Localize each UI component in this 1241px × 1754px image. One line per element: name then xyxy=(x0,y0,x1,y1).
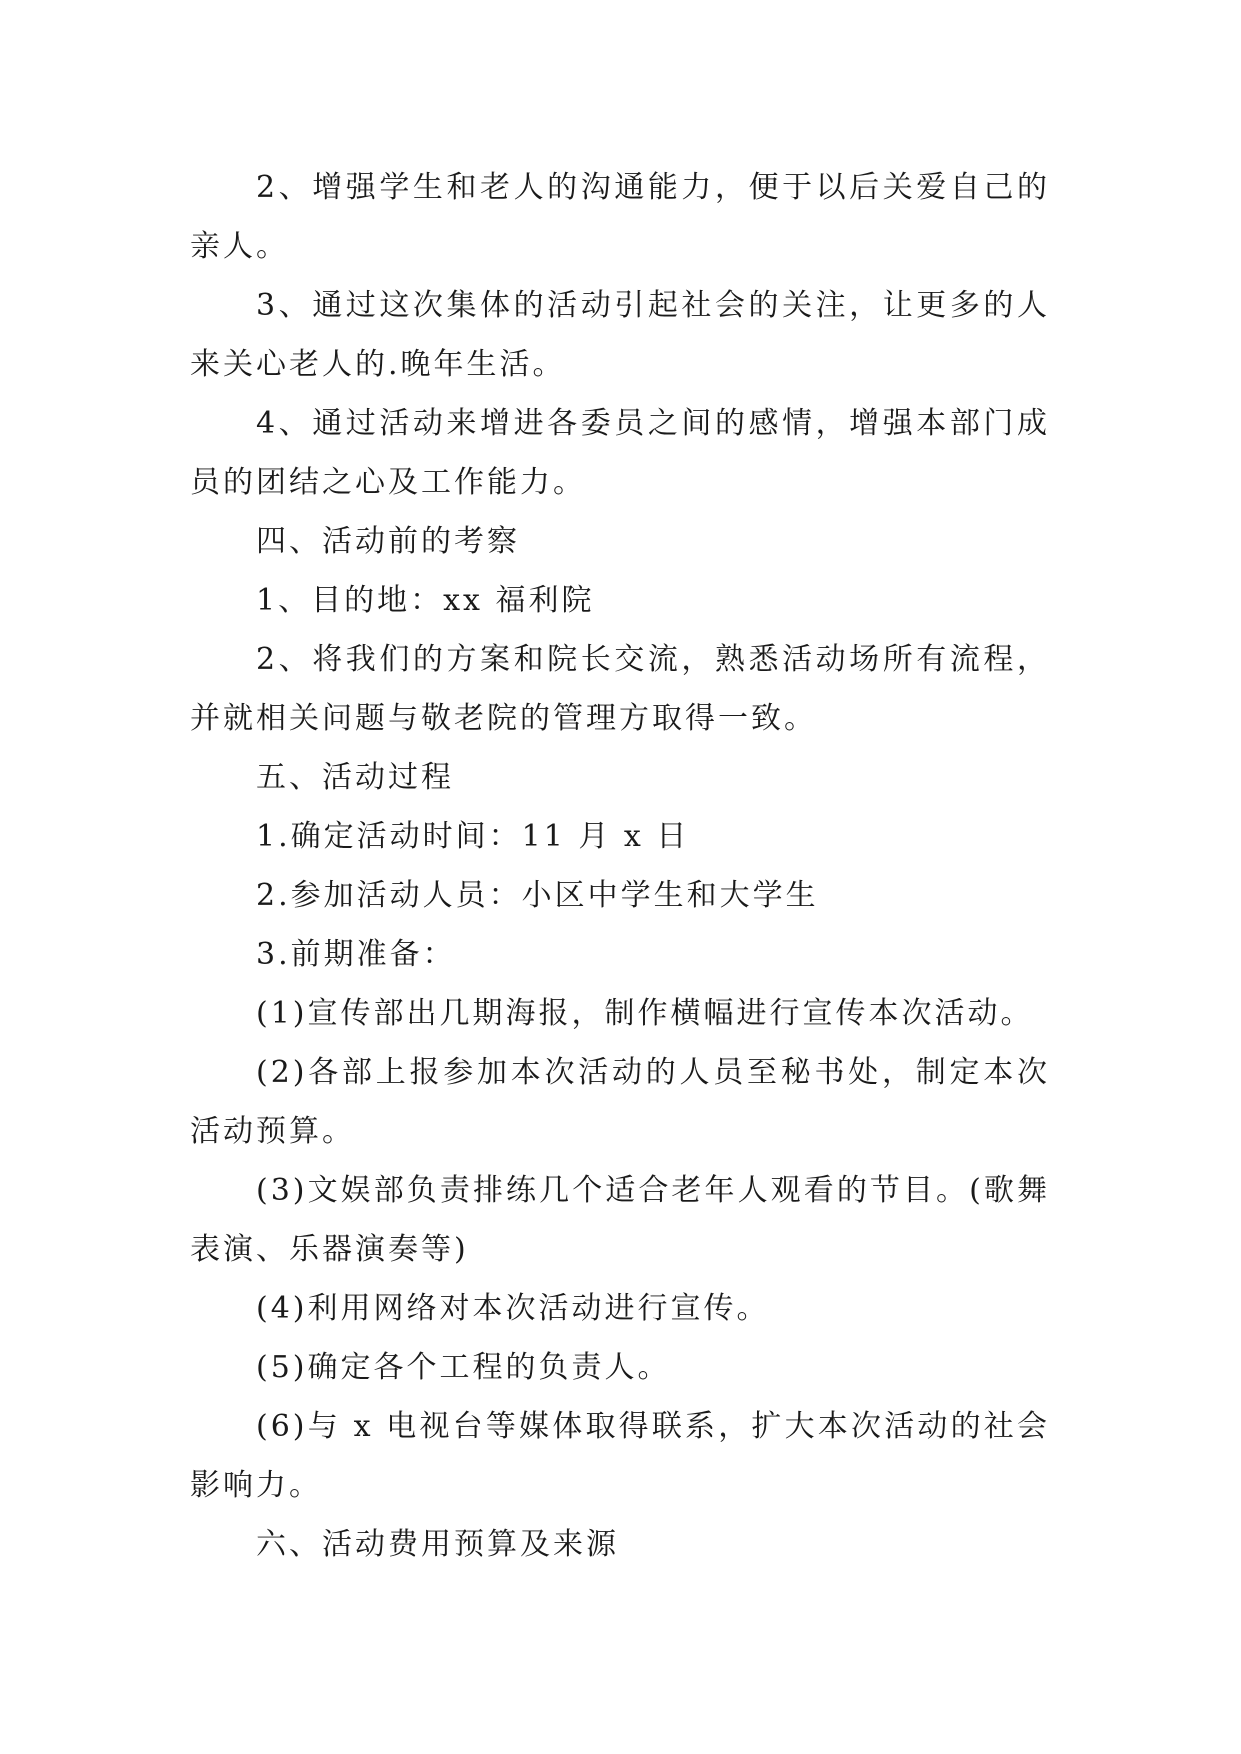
paragraph-goal-2: 2、增强学生和老人的沟通能力，便于以后关爱自己的亲人。 xyxy=(190,170,1050,264)
paragraph-destination: 1、目的地：xx 福利院 xyxy=(256,583,595,618)
list-item-responsible-persons: (5)确定各个工程的负责人。 xyxy=(256,1350,671,1385)
section-heading-budget: 六、活动费用预算及来源 xyxy=(256,1527,619,1562)
list-item-programs: (3)文娱部负责排练几个适合老年人观看的节目。(歌舞表演、乐器演奏等) xyxy=(190,1173,1050,1267)
paragraph-goal-3: 3、通过这次集体的活动引起社会的关注，让更多的人来关心老人的.晚年生活。 xyxy=(190,288,1050,382)
document-body xyxy=(190,158,1050,1574)
paragraph-participants: 2.参加活动人员：小区中学生和大学生 xyxy=(256,878,819,913)
paragraph-goal-4: 4、通过活动来增进各委员之间的感情，增强本部门成员的团结之心及工作能力。 xyxy=(190,406,1050,500)
list-item-online-promotion: (4)利用网络对本次活动进行宣传。 xyxy=(256,1291,770,1326)
section-heading-process: 五、活动过程 xyxy=(256,760,454,795)
section-heading-survey: 四、活动前的考察 xyxy=(256,524,520,559)
list-item-budget: (2)各部上报参加本次活动的人员至秘书处，制定本次活动预算。 xyxy=(190,1055,1050,1149)
list-item-media-contact: (6)与 x 电视台等媒体取得联系，扩大本次活动的社会影响力。 xyxy=(190,1409,1050,1503)
paragraph-communication: 2、将我们的方案和院长交流，熟悉活动场所有流程，并就相关问题与敬老院的管理方取得一致。 xyxy=(190,642,1050,736)
paragraph-preparation: 3.前期准备： xyxy=(256,937,456,972)
paragraph-activity-time: 1.确定活动时间：11 月 x 日 xyxy=(256,819,690,854)
list-item-posters: (1)宣传部出几期海报，制作横幅进行宣传本次活动。 xyxy=(256,996,1034,1031)
